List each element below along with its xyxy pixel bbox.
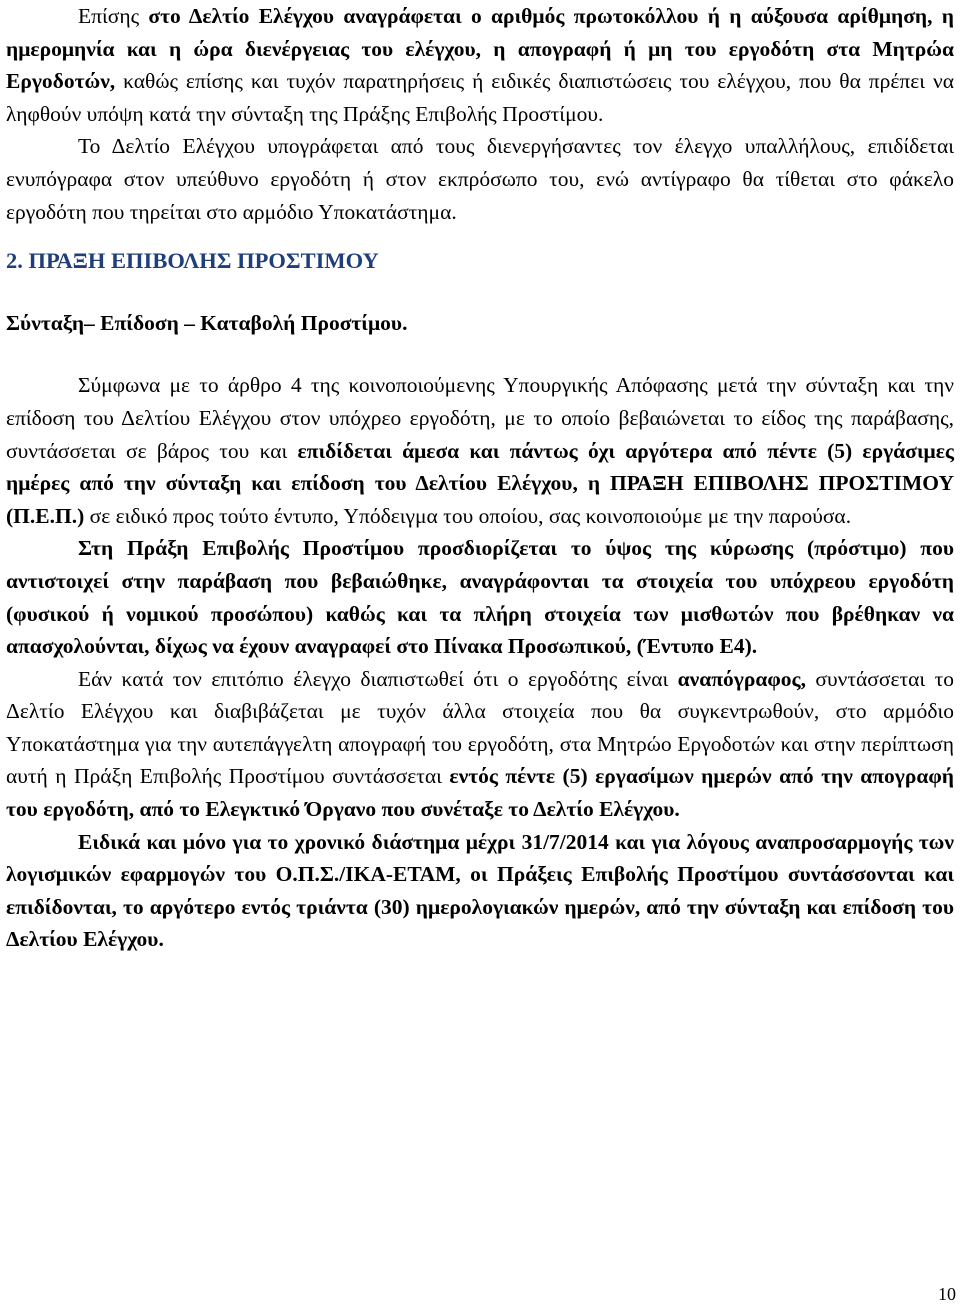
bold-text-run: εντός πέντε (5) εργασίμων ημερών από την απογραφή του εργοδότη, από το Ελεγκτικό Όργανο που συνέταξε το Δελτίο Ελέγχου. xyxy=(6,764,954,822)
text-run: σε ειδικό προς τούτο έντυπο, Υπόδειγμα του οποίου, σας κοινοποιούμε με την παρούσα. xyxy=(84,503,852,528)
paragraph-control-sheet-signature: Το Δελτίο Ελέγχου υπογράφεται από τους διενεργήσαντες τον έλεγχο υπαλλήλους, επιδίδεται ενυπόγραφα στον υπεύθυνο εργοδότη ή στον εκπρόσωπο του, ενώ αντίγραφο θα τίθεται στο φάκελο εργοδότη που τηρείται στο αρμόδιο Υποκατάστημα. xyxy=(6,134,954,224)
bold-text-run: στο Δελτίο Ελέγχου αναγράφεται ο αριθμός πρωτοκόλλου ή η αύξουσα αρίθμηση, η ημερομηνία και η ώρα διενέργειας του ελέγχου, η απογραφή ή μη του εργοδότη στα Μητρώα Εργοδοτών, xyxy=(6,4,954,94)
bold-text-run: επιδίδεται άμεσα και πάντως όχι αργότερα από πέντε (5) εργάσιμες ημέρες από την σύνταξη και επίδοση του Δελτίου Ελέγχου, η ΠΡΑΞΗ ΕΠΙΒΟΛΗΣ ΠΡΟΣΤΙΜΟΥ (Π.Ε.Π.) xyxy=(6,438,954,528)
paragraph-transitional-period xyxy=(6,826,954,956)
section-heading: 2. ΠΡΑΞΗ ΕΠΙΒΟΛΗΣ ΠΡΟΣΤΙΜΟΥ xyxy=(6,248,379,274)
document-page xyxy=(6,0,954,956)
text-run: συντάσσεται το Δελτίο Ελέγχου και διαβιβάζεται με τυχόν άλλα στοιχεία που θα συγκεντρωθούν, στο αρμόδιο Υποκατάστημα για την αυτεπάγγελτη απογραφή του εργοδότη, στα Μητρώο Εργοδοτών και στην περίπτωση αυτή η Πράξη Επιβολής Προστίμου συντάσσεται xyxy=(6,666,954,789)
paragraph-unregistered-employer xyxy=(6,663,954,826)
paragraph-control-sheet-contents xyxy=(6,0,954,130)
paragraph-fine-amount xyxy=(6,532,954,662)
bold-text-run: Στη Πράξη Επιβολής Προστίμου προσδιορίζεται το ύψος της κύρωσης (πρόστιμο) που αντιστοιχεί στην παράβαση που βεβαιώθηκε, αναγράφονται τα στοιχεία του υπόχρεου εργοδότη (φυσικού ή νομικού προσώπου) καθώς και τα πλήρη στοιχεία των μισθωτών που βρέθηκαν να απασχολούνται, δίχως να έχουν αναγραφεί στο Πίνακα Προσωπικού, (Έντυπο Ε4). xyxy=(6,536,954,659)
bold-text-run: αναπόγραφος, xyxy=(677,666,806,691)
text-run: καθώς επίσης και τυχόν παρατηρήσεις ή ειδικές διαπιστώσεις του ελέγχου, που θα πρέπει να ληφθούν υπόψη κατά την σύνταξη της Πράξης Επιβολής Προστίμου. xyxy=(6,69,954,126)
section-subheading: Σύνταξη– Επίδοση – Καταβολή Προστίμου. xyxy=(6,310,408,335)
text-run: Σύμφωνα με το άρθρο 4 της κοινοποιούμενης Υπουργικής Απόφασης μετά την σύνταξη και την επίδοση του Δελτίου Ελέγχου στον υπόχρεο εργοδότη, με το οποίο βεβαιώνεται το είδος της παράβασης, συντάσσεται σε βάρος του και xyxy=(6,373,954,463)
page-number: 10 xyxy=(938,1284,956,1304)
text-run: Εάν κατά τον επιτόπιο έλεγχο διαπιστωθεί ότι ο εργοδότης είναι xyxy=(78,666,678,691)
paragraph-fine-act-issuance xyxy=(6,369,954,532)
bold-text-run: Ειδικά και μόνο για το χρονικό διάστημα μέχρι 31/7/2014 και για λόγους αναπροσαρμογής των λογισμικών εφαρμογών του Ο.Π.Σ./ΙΚΑ-ΕΤΑΜ, οι Πράξεις Επιβολής Προστίμου συντάσσονται και επιδίδονται, το αργότερο εντός τριάντα (30) ημερολογιακών ημερών, από την σύνταξη και επίδοση του Δελτίου Ελέγχου. xyxy=(6,829,954,952)
text-run: Επίσης xyxy=(78,4,149,28)
